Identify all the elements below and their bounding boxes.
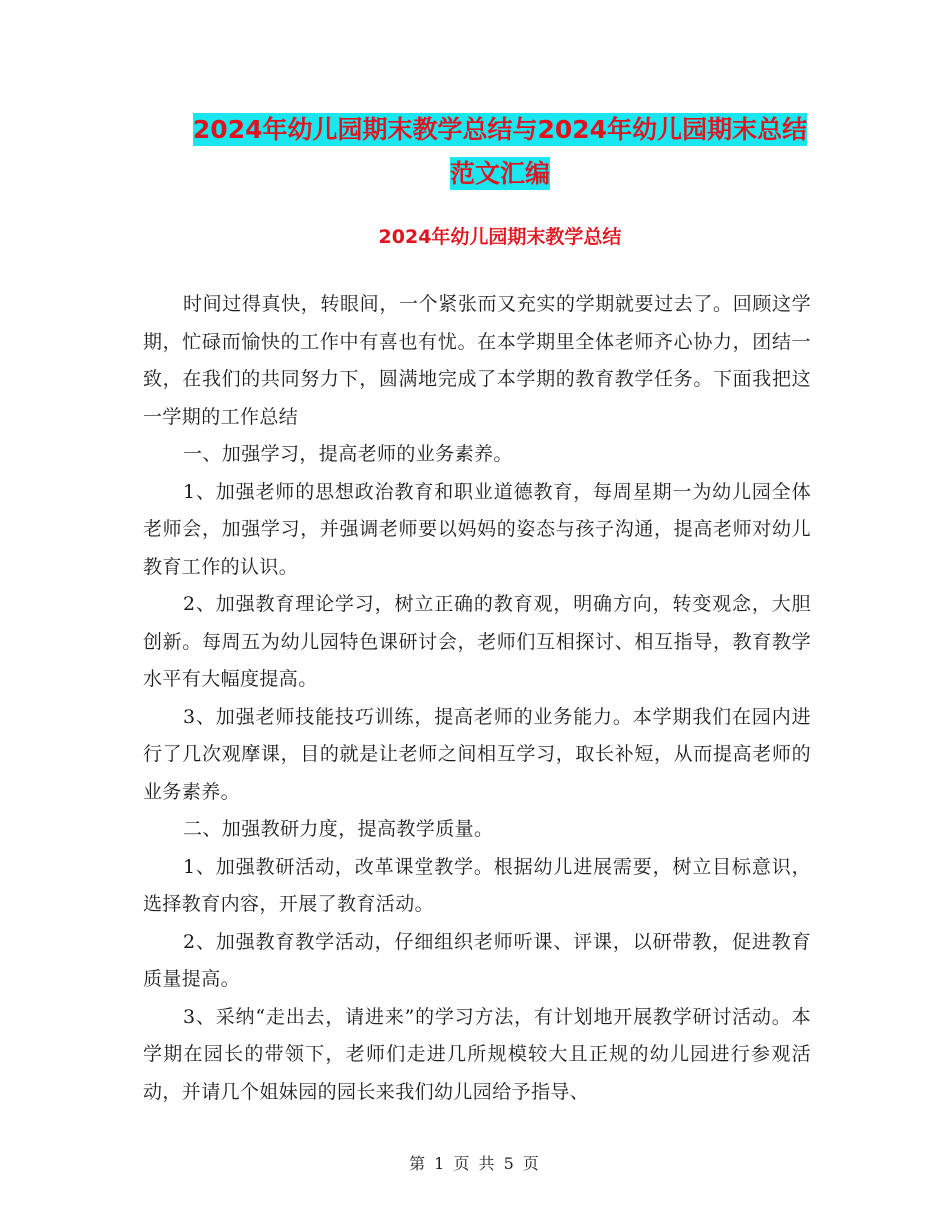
page-number-footer: 第 1 页 共 5 页 [409,1154,541,1173]
document-body [143,286,811,1111]
document-title-line2: 范文汇编 [449,159,550,188]
paragraph-2-1: 1、加强教研活动，改革课堂教学。根据幼儿进展需要，树立目标意识，选择教育内容，开展了教育活动。 [143,855,811,915]
paragraph-heading-1: 一、加强学习，提高老师的业务素养。 [183,443,513,465]
document-title-line1: 2024年幼儿园期末教学总结与2024年幼儿园期末总结 [192,115,808,144]
paragraph-2-3: 3、采纳“走出去，请进来”的学习方法，有计划地开展教学研讨活动。本学期在园长的带领下，老师们走进几所规模较大且正规的幼儿园进行参观活动，并请几个姐妹园的园长来我们幼儿园给予指导、 [143,1005,811,1103]
paragraph-1-1: 1、加强老师的思想政治教育和职业道德教育，每周星期一为幼儿园全体老师会，加强学习，并强调老师要以妈妈的姿态与孩子沟通，提高老师对幼儿教育工作的认识。 [143,480,811,578]
document-title [140,108,860,196]
paragraph-heading-2: 二、加强教研力度，提高教学质量。 [183,818,494,840]
paragraph-1-3: 3、加强老师技能技巧训练，提高老师的业务能力。本学期我们在园内进行了几次观摩课，目的就是让老师之间相互学习，取长补短，从而提高老师的业务素养。 [143,705,811,803]
paragraph-intro: 时间过得真快，转眼间，一个紧张而又充实的学期就要过去了。回顾这学期，忙碌而愉快的工作中有喜也有忧。在本学期里全体老师齐心协力，团结一致，在我们的共同努力下，圆满地完成了本学期的教育教学任务。下面我把这一学期的工作总结 [143,293,811,428]
section-title: 2024年幼儿园期末教学总结 [378,226,622,248]
paragraph-2-2: 2、加强教育教学活动，仔细组织老师听课、评课，以研带教，促进教育质量提高。 [143,930,811,990]
paragraph-1-2: 2、加强教育理论学习，树立正确的教育观，明确方向，转变观念，大胆创新。每周五为幼儿园特色课研讨会，老师们互相探讨、相互指导，教育教学水平有大幅度提高。 [143,593,811,690]
